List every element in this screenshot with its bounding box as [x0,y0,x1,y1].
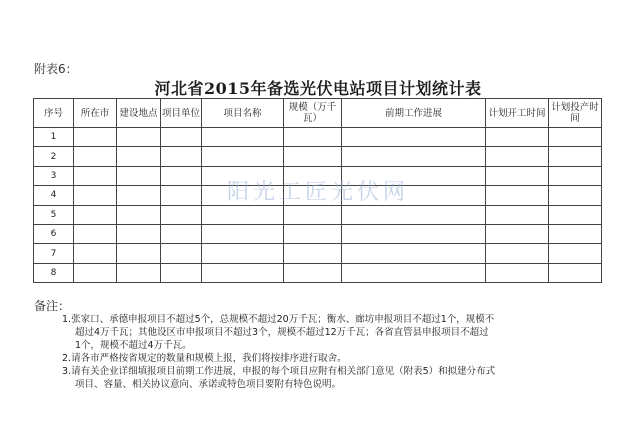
table-cell [342,244,486,263]
table-row [34,147,602,166]
table-cell [284,263,342,282]
table-cell [284,166,342,185]
note-item: 2.请各市严格按省规定的数量和规模上报，我们将按排序进行取舍。 [62,353,347,364]
notes-title: 备注： [34,299,71,313]
table-row [34,128,602,147]
table-cell [117,166,161,185]
table-cell [117,186,161,205]
table-cell [202,147,284,166]
table-cell [342,147,486,166]
row-number: 2 [34,147,74,166]
header-project-name: 项目名称 [202,99,284,128]
table-cell [117,205,161,224]
page-title: 河北省2015年备选光伏电站项目计划统计表 [154,79,482,98]
table-row [34,224,602,243]
table-cell [486,128,549,147]
note-item: 3.请有关企业详细填报项目前期工作进展，申报的每个项目应附有相关部门意见（附表5）和拟建分布式 [62,366,496,377]
note-continuation: 1个，规模不超过4万千瓦。 [75,340,192,351]
row-number: 4 [34,186,74,205]
table-cell [284,205,342,224]
table-cell [161,224,202,243]
table-cell [486,147,549,166]
header-serial-number: 序号 [34,99,74,128]
table-cell [74,128,117,147]
table-cell [549,128,602,147]
table-cell [549,205,602,224]
table-cell [161,244,202,263]
table-cell [161,166,202,185]
table-cell [284,128,342,147]
watermark: 阳光工匠光伏网 [226,180,409,205]
notes-list [62,313,602,391]
table-cell [284,224,342,243]
table-row [34,205,602,224]
table-row [34,244,602,263]
table-cell [486,186,549,205]
table-cell [74,186,117,205]
table-row [34,186,602,205]
header-project-unit: 项目单位 [161,99,202,128]
table-cell [486,244,549,263]
row-number: 6 [34,224,74,243]
table-cell [74,224,117,243]
table-cell [342,128,486,147]
table-cell [202,128,284,147]
table-cell [202,244,284,263]
table-cell [549,147,602,166]
table-cell [202,263,284,282]
table-row [34,263,602,282]
table-cell [486,166,549,185]
table-cell [161,147,202,166]
table-cell [549,263,602,282]
row-number: 7 [34,244,74,263]
table-cell [117,147,161,166]
table-cell [202,224,284,243]
table-cell [549,244,602,263]
table-cell [117,128,161,147]
table-cell [549,186,602,205]
table-cell [342,263,486,282]
row-number: 1 [34,128,74,147]
table-cell [202,186,284,205]
table-cell [284,147,342,166]
note-continuation: 项目、容量、相关协议意向、承诺或特色项目要附有特色说明。 [75,379,342,390]
table-cell [342,224,486,243]
table-cell [74,205,117,224]
table-cell [202,166,284,185]
table-cell [74,263,117,282]
table-cell [161,128,202,147]
table-cell [284,244,342,263]
header-scale: 规模（万千瓦） [284,99,342,128]
table-cell [549,166,602,185]
table-cell [486,224,549,243]
attachment-label: 附表6： [34,62,78,76]
header-city: 所在市 [74,99,117,128]
row-number: 5 [34,205,74,224]
table-cell [161,186,202,205]
table-cell [117,224,161,243]
table-cell [486,263,549,282]
table-cell [74,147,117,166]
header-planned-commissioning: 计划投产时间 [549,99,602,128]
table-cell [74,166,117,185]
plan-statistics-table [33,98,602,283]
row-number: 8 [34,263,74,282]
table-cell [117,244,161,263]
header-preliminary-progress: 前期工作进展 [342,99,486,128]
row-number: 3 [34,166,74,185]
table-cell [486,205,549,224]
table-header-row [34,99,602,128]
table-row [34,166,602,185]
table-cell [284,186,342,205]
table-cell [342,205,486,224]
table-cell [161,205,202,224]
table-cell [74,244,117,263]
header-planned-start: 计划开工时间 [486,99,549,128]
table-cell [342,166,486,185]
table-cell [549,224,602,243]
header-construction-site: 建设地点 [117,99,161,128]
note-item: 1.张家口、承德申报项目不超过5个，总规模不超过20万千瓦；衡水、廊坊申报项目不超过1个，规模不 [62,314,495,325]
table-cell [342,186,486,205]
note-continuation: 超过4万千瓦；其他设区市申报项目不超过3个，规模不超过12万千瓦；各省直管县申报项目不超过 [75,327,489,338]
table-cell [117,263,161,282]
table-cell [161,263,202,282]
table-cell [202,205,284,224]
